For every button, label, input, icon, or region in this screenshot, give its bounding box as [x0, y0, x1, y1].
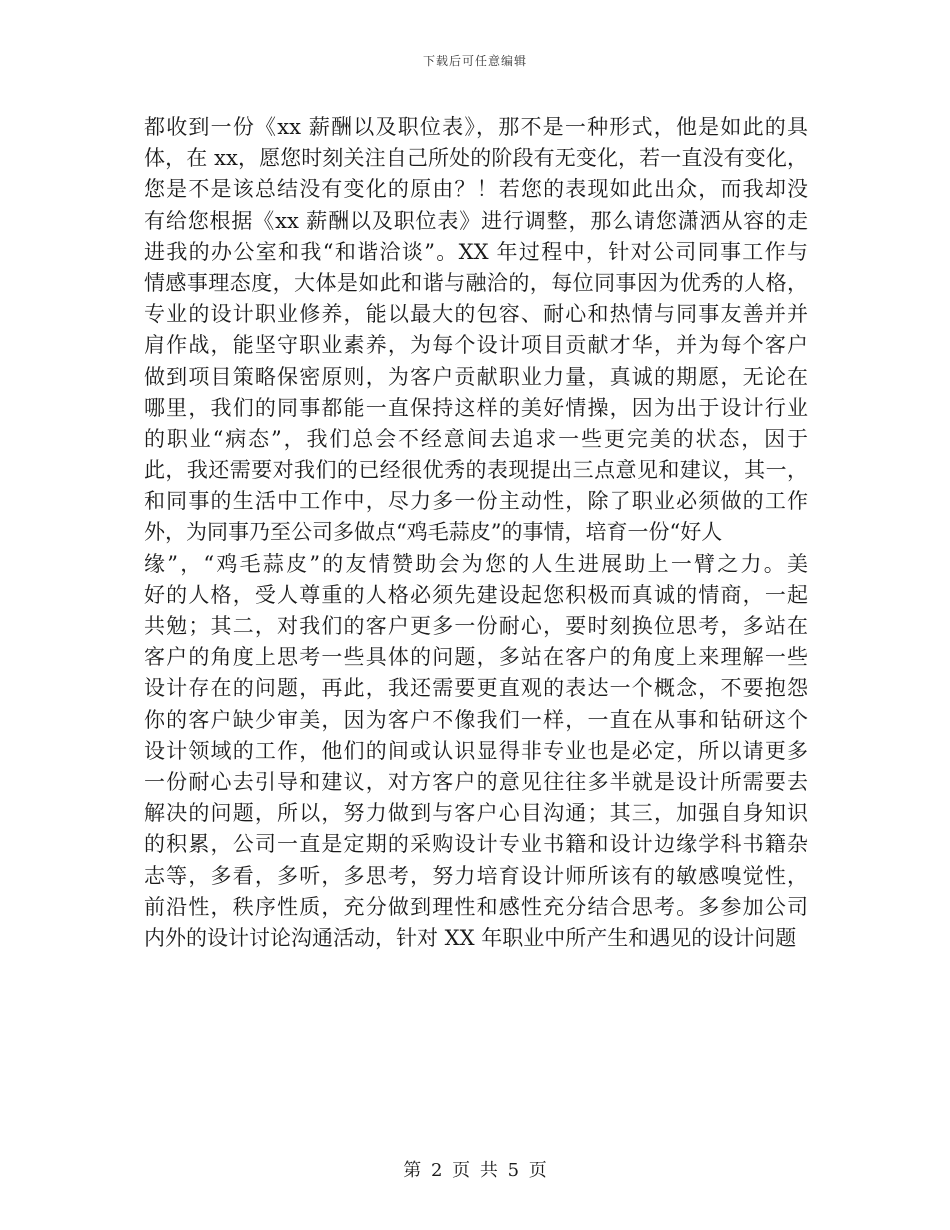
text-line: 和同事的生活中工作中，尽力多一份主动性，除了职业必须做的工作	[144, 489, 808, 514]
text-line: 此，我还需要对我们的已经很优秀的表现提出三点意见和建议，其一，	[144, 458, 808, 483]
text-line: 情感事理态度，大体是如此和谐与融洽的，每位同事因为优秀的人格，	[144, 270, 808, 295]
text-line: 您是不是该总结没有变化的原由？！若您的表现如此出众，而我却没	[144, 177, 808, 202]
text-line: 进我的办公室和我“和谐洽谈”。XX 年过程中，针对公司同事工作与	[144, 239, 808, 264]
page-number: 第 2 页 共 5 页	[403, 1160, 547, 1181]
text-line: 设计存在的问题，再此，我还需要更直观的表达一个概念，不要抱怨	[144, 676, 808, 701]
text-line: 肩作战，能坚守职业素养，为每个设计项目贡献才华，并为每个客户	[144, 333, 808, 358]
text-line: 你的客户缺少审美，因为客户不像我们一样，一直在从事和钻研这个	[144, 707, 808, 732]
text-line: 缘”，“鸡毛蒜皮”的友情赞助会为您的人生进展助上一臂之力。美	[144, 551, 808, 576]
text-line: 共勉；其二，对我们的客户更多一份耐心，要时刻换位思考，多站在	[144, 614, 808, 638]
text-line: 内外的设计讨论沟通活动，针对 XX 年职业中所产生和遇见的设计问题	[144, 925, 797, 950]
text-line: 体，在 xx，愿您时刻关注自己所处的阶段有无变化，若一直没有变化，	[144, 146, 808, 171]
text-line: 哪里，我们的同事都能一直保持这样的美好情操，因为出于设计行业	[144, 395, 808, 420]
text-line: 好的人格，受人尊重的人格必须先建设起您积极而真诚的情商，一起	[144, 582, 808, 607]
text-line: 客户的角度上思考一些具体的问题，多站在客户的角度上来理解一些	[144, 645, 808, 670]
document-body	[144, 112, 808, 954]
text-line: 前沿性，秩序性质，充分做到理性和感性充分结合思考。多参加公司	[144, 894, 808, 919]
text-line: 外，为同事乃至公司多做点“鸡毛蒜皮”的事情，培育一份“好人	[144, 520, 723, 545]
text-line: 做到项目策略保密原则，为客户贡献职业力量，真诚的期愿，无论在	[144, 364, 808, 389]
page-header-note: 下载后可任意编辑	[422, 54, 527, 68]
text-line: 解决的问题，所以，努力做到与客户心目沟通；其三，加强自身知识	[144, 801, 808, 826]
text-line: 专业的设计职业修养，能以最大的包容、耐心和热情与同事友善并并	[144, 302, 808, 327]
text-line: 的职业“病态”，我们总会不经意间去追求一些更完美的状态，因于	[144, 426, 808, 451]
text-line: 的积累，公司一直是定期的采购设计专业书籍和设计边缘学科书籍杂	[144, 832, 808, 857]
text-line: 一份耐心去引导和建议，对方客户的意见往往多半就是设计所需要去	[144, 769, 808, 794]
text-line: 设计领域的工作，他们的间或认识显得非专业也是必定，所以请更多	[144, 738, 808, 763]
text-line: 都收到一份《xx 薪酬以及职位表》，那不是一种形式，他是如此的具	[144, 115, 808, 139]
text-line: 有给您根据《xx 薪酬以及职位表》进行调整，那么请您潇洒从容的走	[144, 208, 808, 233]
text-line: 志等，多看，多听，多思考，努力培育设计师所该有的敏感嗅觉性，	[144, 863, 808, 888]
